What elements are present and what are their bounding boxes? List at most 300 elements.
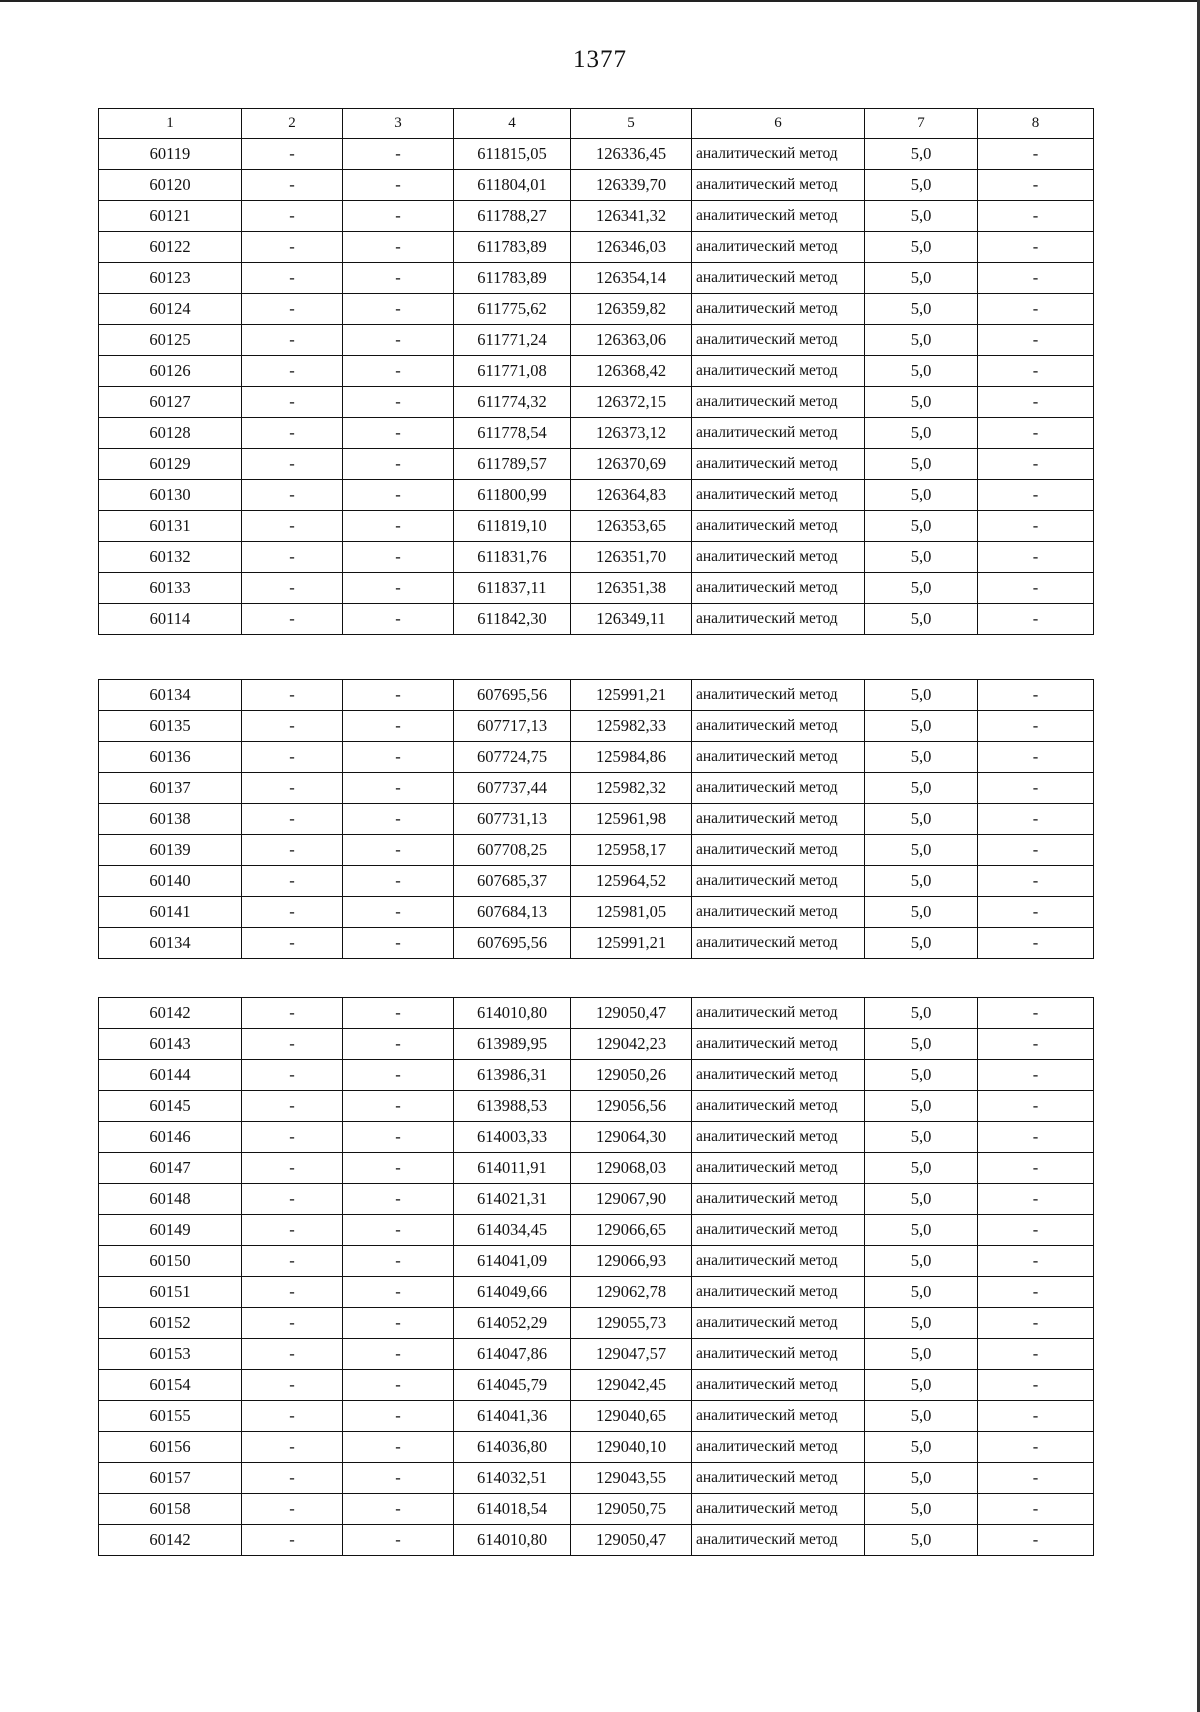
col3-cell: - <box>343 1370 454 1401</box>
col8-cell: - <box>978 387 1094 418</box>
x-coordinate-cell: 611783,89 <box>454 263 571 294</box>
col2-cell: - <box>242 897 343 928</box>
method-cell: аналитический метод <box>692 1432 865 1463</box>
point-number-cell: 60146 <box>99 1122 242 1153</box>
y-coordinate-cell: 129040,65 <box>571 1401 692 1432</box>
col8-cell: - <box>978 804 1094 835</box>
col8-cell: - <box>978 742 1094 773</box>
col3-cell: - <box>343 1339 454 1370</box>
table-row <box>99 1122 1094 1153</box>
col3-cell: - <box>343 897 454 928</box>
table-row <box>99 897 1094 928</box>
x-coordinate-cell: 607737,44 <box>454 773 571 804</box>
col3-cell: - <box>343 835 454 866</box>
col3-cell: - <box>343 1401 454 1432</box>
col3-cell: - <box>343 542 454 573</box>
col3-cell: - <box>343 1091 454 1122</box>
x-coordinate-cell: 614041,36 <box>454 1401 571 1432</box>
point-number-cell: 60139 <box>99 835 242 866</box>
col3-cell: - <box>343 1525 454 1556</box>
accuracy-cell: 5,0 <box>865 897 978 928</box>
y-coordinate-cell: 125964,52 <box>571 866 692 897</box>
method-cell: аналитический метод <box>692 1494 865 1525</box>
method-cell: аналитический метод <box>692 1401 865 1432</box>
accuracy-cell: 5,0 <box>865 680 978 711</box>
col2-cell: - <box>242 294 343 325</box>
col8-cell: - <box>978 1308 1094 1339</box>
table-row <box>99 680 1094 711</box>
col3-cell: - <box>343 418 454 449</box>
x-coordinate-cell: 611804,01 <box>454 170 571 201</box>
method-cell: аналитический метод <box>692 387 865 418</box>
y-coordinate-cell: 126354,14 <box>571 263 692 294</box>
y-coordinate-cell: 126336,45 <box>571 139 692 170</box>
col2-cell: - <box>242 1153 343 1184</box>
method-cell: аналитический метод <box>692 542 865 573</box>
col3-cell: - <box>343 294 454 325</box>
method-cell: аналитический метод <box>692 418 865 449</box>
col2-cell: - <box>242 1277 343 1308</box>
x-coordinate-cell: 614010,80 <box>454 1525 571 1556</box>
col2-cell: - <box>242 387 343 418</box>
accuracy-cell: 5,0 <box>865 773 978 804</box>
method-cell: аналитический метод <box>692 1091 865 1122</box>
table-row <box>99 773 1094 804</box>
point-number-cell: 60138 <box>99 804 242 835</box>
point-number-cell: 60147 <box>99 1153 242 1184</box>
method-cell: аналитический метод <box>692 1463 865 1494</box>
column-header: 2 <box>242 109 343 139</box>
col8-cell: - <box>978 1494 1094 1525</box>
col3-cell: - <box>343 1153 454 1184</box>
point-number-cell: 60151 <box>99 1277 242 1308</box>
col3-cell: - <box>343 1184 454 1215</box>
accuracy-cell: 5,0 <box>865 1525 978 1556</box>
x-coordinate-cell: 611788,27 <box>454 201 571 232</box>
x-coordinate-cell: 613988,53 <box>454 1091 571 1122</box>
y-coordinate-cell: 129042,45 <box>571 1370 692 1401</box>
col3-cell: - <box>343 356 454 387</box>
col8-cell: - <box>978 1277 1094 1308</box>
col8-cell: - <box>978 356 1094 387</box>
y-coordinate-cell: 129050,75 <box>571 1494 692 1525</box>
method-cell: аналитический метод <box>692 835 865 866</box>
point-number-cell: 60152 <box>99 1308 242 1339</box>
column-header: 8 <box>978 109 1094 139</box>
col3-cell: - <box>343 742 454 773</box>
col8-cell: - <box>978 325 1094 356</box>
col3-cell: - <box>343 711 454 742</box>
accuracy-cell: 5,0 <box>865 387 978 418</box>
accuracy-cell: 5,0 <box>865 294 978 325</box>
col2-cell: - <box>242 1246 343 1277</box>
col3-cell: - <box>343 604 454 635</box>
point-number-cell: 60123 <box>99 263 242 294</box>
accuracy-cell: 5,0 <box>865 1339 978 1370</box>
col2-cell: - <box>242 1215 343 1246</box>
point-number-cell: 60153 <box>99 1339 242 1370</box>
point-number-cell: 60143 <box>99 1029 242 1060</box>
table-row <box>99 325 1094 356</box>
table-row <box>99 542 1094 573</box>
table-row <box>99 1525 1094 1556</box>
method-cell: аналитический метод <box>692 170 865 201</box>
accuracy-cell: 5,0 <box>865 170 978 201</box>
accuracy-cell: 5,0 <box>865 1401 978 1432</box>
table-row <box>99 1401 1094 1432</box>
col8-cell: - <box>978 1432 1094 1463</box>
x-coordinate-cell: 614047,86 <box>454 1339 571 1370</box>
method-cell: аналитический метод <box>692 325 865 356</box>
col3-cell: - <box>343 928 454 959</box>
method-cell: аналитический метод <box>692 1215 865 1246</box>
col3-cell: - <box>343 680 454 711</box>
point-number-cell: 60148 <box>99 1184 242 1215</box>
point-number-cell: 60119 <box>99 139 242 170</box>
y-coordinate-cell: 126351,38 <box>571 573 692 604</box>
point-number-cell: 60114 <box>99 604 242 635</box>
accuracy-cell: 5,0 <box>865 835 978 866</box>
y-coordinate-cell: 126364,83 <box>571 480 692 511</box>
method-cell: аналитический метод <box>692 263 865 294</box>
point-number-cell: 60120 <box>99 170 242 201</box>
accuracy-cell: 5,0 <box>865 1370 978 1401</box>
y-coordinate-cell: 129064,30 <box>571 1122 692 1153</box>
x-coordinate-cell: 611783,89 <box>454 232 571 263</box>
column-header: 6 <box>692 109 865 139</box>
y-coordinate-cell: 125981,05 <box>571 897 692 928</box>
method-cell: аналитический метод <box>692 804 865 835</box>
y-coordinate-cell: 129056,56 <box>571 1091 692 1122</box>
y-coordinate-cell: 129043,55 <box>571 1463 692 1494</box>
x-coordinate-cell: 611815,05 <box>454 139 571 170</box>
col2-cell: - <box>242 835 343 866</box>
table-row <box>99 998 1094 1029</box>
y-coordinate-cell: 126359,82 <box>571 294 692 325</box>
method-cell: аналитический метод <box>692 680 865 711</box>
table-row <box>99 170 1094 201</box>
x-coordinate-cell: 614034,45 <box>454 1215 571 1246</box>
x-coordinate-cell: 607724,75 <box>454 742 571 773</box>
x-coordinate-cell: 611775,62 <box>454 294 571 325</box>
col2-cell: - <box>242 998 343 1029</box>
x-coordinate-cell: 614018,54 <box>454 1494 571 1525</box>
col2-cell: - <box>242 680 343 711</box>
y-coordinate-cell: 126370,69 <box>571 449 692 480</box>
col8-cell: - <box>978 139 1094 170</box>
accuracy-cell: 5,0 <box>865 1277 978 1308</box>
point-number-cell: 60124 <box>99 294 242 325</box>
col3-cell: - <box>343 170 454 201</box>
method-cell: аналитический метод <box>692 866 865 897</box>
point-number-cell: 60150 <box>99 1246 242 1277</box>
col2-cell: - <box>242 1525 343 1556</box>
y-coordinate-cell: 129040,10 <box>571 1432 692 1463</box>
table-row <box>99 804 1094 835</box>
table-row <box>99 573 1094 604</box>
col8-cell: - <box>978 928 1094 959</box>
accuracy-cell: 5,0 <box>865 804 978 835</box>
coordinates-table-1 <box>98 108 1094 635</box>
method-cell: аналитический метод <box>692 573 865 604</box>
col2-cell: - <box>242 325 343 356</box>
accuracy-cell: 5,0 <box>865 449 978 480</box>
method-cell: аналитический метод <box>692 1060 865 1091</box>
accuracy-cell: 5,0 <box>865 604 978 635</box>
method-cell: аналитический метод <box>692 1029 865 1060</box>
column-header: 1 <box>99 109 242 139</box>
method-cell: аналитический метод <box>692 1184 865 1215</box>
x-coordinate-cell: 613986,31 <box>454 1060 571 1091</box>
col8-cell: - <box>978 449 1094 480</box>
table-row <box>99 356 1094 387</box>
table-row <box>99 449 1094 480</box>
x-coordinate-cell: 614011,91 <box>454 1153 571 1184</box>
col2-cell: - <box>242 604 343 635</box>
x-coordinate-cell: 614032,51 <box>454 1463 571 1494</box>
x-coordinate-cell: 614049,66 <box>454 1277 571 1308</box>
y-coordinate-cell: 125958,17 <box>571 835 692 866</box>
method-cell: аналитический метод <box>692 201 865 232</box>
accuracy-cell: 5,0 <box>865 928 978 959</box>
y-coordinate-cell: 129067,90 <box>571 1184 692 1215</box>
col8-cell: - <box>978 897 1094 928</box>
col2-cell: - <box>242 573 343 604</box>
col2-cell: - <box>242 711 343 742</box>
table-row <box>99 387 1094 418</box>
y-coordinate-cell: 126351,70 <box>571 542 692 573</box>
col3-cell: - <box>343 1277 454 1308</box>
accuracy-cell: 5,0 <box>865 480 978 511</box>
col2-cell: - <box>242 928 343 959</box>
col8-cell: - <box>978 511 1094 542</box>
method-cell: аналитический метод <box>692 1308 865 1339</box>
table-row <box>99 928 1094 959</box>
point-number-cell: 60142 <box>99 998 242 1029</box>
y-coordinate-cell: 125982,33 <box>571 711 692 742</box>
col8-cell: - <box>978 542 1094 573</box>
x-coordinate-cell: 614010,80 <box>454 998 571 1029</box>
col8-cell: - <box>978 573 1094 604</box>
y-coordinate-cell: 126368,42 <box>571 356 692 387</box>
point-number-cell: 60154 <box>99 1370 242 1401</box>
point-number-cell: 60142 <box>99 1525 242 1556</box>
point-number-cell: 60157 <box>99 1463 242 1494</box>
point-number-cell: 60130 <box>99 480 242 511</box>
col8-cell: - <box>978 866 1094 897</box>
point-number-cell: 60144 <box>99 1060 242 1091</box>
x-coordinate-cell: 611800,99 <box>454 480 571 511</box>
accuracy-cell: 5,0 <box>865 1246 978 1277</box>
col2-cell: - <box>242 1091 343 1122</box>
accuracy-cell: 5,0 <box>865 573 978 604</box>
accuracy-cell: 5,0 <box>865 511 978 542</box>
accuracy-cell: 5,0 <box>865 711 978 742</box>
col8-cell: - <box>978 232 1094 263</box>
table-row <box>99 742 1094 773</box>
table-row <box>99 1091 1094 1122</box>
col2-cell: - <box>242 232 343 263</box>
method-cell: аналитический метод <box>692 1277 865 1308</box>
table-row <box>99 1153 1094 1184</box>
col2-cell: - <box>242 1401 343 1432</box>
col3-cell: - <box>343 1215 454 1246</box>
table-row <box>99 1370 1094 1401</box>
method-cell: аналитический метод <box>692 773 865 804</box>
col2-cell: - <box>242 1432 343 1463</box>
x-coordinate-cell: 607731,13 <box>454 804 571 835</box>
col3-cell: - <box>343 232 454 263</box>
point-number-cell: 60134 <box>99 680 242 711</box>
col3-cell: - <box>343 773 454 804</box>
method-cell: аналитический метод <box>692 511 865 542</box>
col2-cell: - <box>242 1029 343 1060</box>
point-number-cell: 60125 <box>99 325 242 356</box>
col8-cell: - <box>978 294 1094 325</box>
table-row <box>99 1215 1094 1246</box>
accuracy-cell: 5,0 <box>865 263 978 294</box>
method-cell: аналитический метод <box>692 1246 865 1277</box>
col2-cell: - <box>242 1463 343 1494</box>
table-row <box>99 201 1094 232</box>
table-row <box>99 232 1094 263</box>
accuracy-cell: 5,0 <box>865 1308 978 1339</box>
col2-cell: - <box>242 1184 343 1215</box>
column-header: 5 <box>571 109 692 139</box>
table-header-row <box>99 109 1094 139</box>
method-cell: аналитический метод <box>692 998 865 1029</box>
x-coordinate-cell: 614003,33 <box>454 1122 571 1153</box>
y-coordinate-cell: 125991,21 <box>571 680 692 711</box>
accuracy-cell: 5,0 <box>865 1153 978 1184</box>
col2-cell: - <box>242 201 343 232</box>
x-coordinate-cell: 607717,13 <box>454 711 571 742</box>
col8-cell: - <box>978 418 1094 449</box>
point-number-cell: 60158 <box>99 1494 242 1525</box>
x-coordinate-cell: 607695,56 <box>454 928 571 959</box>
x-coordinate-cell: 607684,13 <box>454 897 571 928</box>
point-number-cell: 60128 <box>99 418 242 449</box>
col2-cell: - <box>242 480 343 511</box>
y-coordinate-cell: 126373,12 <box>571 418 692 449</box>
y-coordinate-cell: 125982,32 <box>571 773 692 804</box>
column-header: 4 <box>454 109 571 139</box>
table-row <box>99 263 1094 294</box>
point-number-cell: 60156 <box>99 1432 242 1463</box>
accuracy-cell: 5,0 <box>865 1029 978 1060</box>
method-cell: аналитический метод <box>692 711 865 742</box>
col8-cell: - <box>978 263 1094 294</box>
accuracy-cell: 5,0 <box>865 1215 978 1246</box>
table-row <box>99 1060 1094 1091</box>
table-row <box>99 835 1094 866</box>
col2-cell: - <box>242 804 343 835</box>
col3-cell: - <box>343 998 454 1029</box>
table-row <box>99 1463 1094 1494</box>
y-coordinate-cell: 126346,03 <box>571 232 692 263</box>
col3-cell: - <box>343 1029 454 1060</box>
col3-cell: - <box>343 1308 454 1339</box>
col3-cell: - <box>343 139 454 170</box>
accuracy-cell: 5,0 <box>865 1432 978 1463</box>
col8-cell: - <box>978 1060 1094 1091</box>
accuracy-cell: 5,0 <box>865 1494 978 1525</box>
method-cell: аналитический метод <box>692 1122 865 1153</box>
col2-cell: - <box>242 1370 343 1401</box>
method-cell: аналитический метод <box>692 449 865 480</box>
col8-cell: - <box>978 835 1094 866</box>
col8-cell: - <box>978 604 1094 635</box>
accuracy-cell: 5,0 <box>865 1184 978 1215</box>
col8-cell: - <box>978 1401 1094 1432</box>
table-row <box>99 139 1094 170</box>
col8-cell: - <box>978 1246 1094 1277</box>
col2-cell: - <box>242 773 343 804</box>
col8-cell: - <box>978 1029 1094 1060</box>
y-coordinate-cell: 125961,98 <box>571 804 692 835</box>
col2-cell: - <box>242 170 343 201</box>
x-coordinate-cell: 607685,37 <box>454 866 571 897</box>
y-coordinate-cell: 129055,73 <box>571 1308 692 1339</box>
accuracy-cell: 5,0 <box>865 1463 978 1494</box>
accuracy-cell: 5,0 <box>865 201 978 232</box>
table-row <box>99 1308 1094 1339</box>
column-header: 7 <box>865 109 978 139</box>
x-coordinate-cell: 611771,24 <box>454 325 571 356</box>
y-coordinate-cell: 129050,47 <box>571 998 692 1029</box>
col2-cell: - <box>242 866 343 897</box>
col3-cell: - <box>343 1463 454 1494</box>
x-coordinate-cell: 611771,08 <box>454 356 571 387</box>
method-cell: аналитический метод <box>692 1525 865 1556</box>
x-coordinate-cell: 611837,11 <box>454 573 571 604</box>
method-cell: аналитический метод <box>692 928 865 959</box>
y-coordinate-cell: 125984,86 <box>571 742 692 773</box>
col8-cell: - <box>978 773 1094 804</box>
y-coordinate-cell: 129042,23 <box>571 1029 692 1060</box>
col3-cell: - <box>343 263 454 294</box>
col3-cell: - <box>343 449 454 480</box>
col8-cell: - <box>978 680 1094 711</box>
col8-cell: - <box>978 998 1094 1029</box>
col2-cell: - <box>242 1308 343 1339</box>
col8-cell: - <box>978 1215 1094 1246</box>
accuracy-cell: 5,0 <box>865 139 978 170</box>
y-coordinate-cell: 126363,06 <box>571 325 692 356</box>
x-coordinate-cell: 614041,09 <box>454 1246 571 1277</box>
x-coordinate-cell: 607708,25 <box>454 835 571 866</box>
accuracy-cell: 5,0 <box>865 232 978 263</box>
point-number-cell: 60133 <box>99 573 242 604</box>
accuracy-cell: 5,0 <box>865 998 978 1029</box>
x-coordinate-cell: 614036,80 <box>454 1432 571 1463</box>
x-coordinate-cell: 613989,95 <box>454 1029 571 1060</box>
col8-cell: - <box>978 1091 1094 1122</box>
col3-cell: - <box>343 325 454 356</box>
col8-cell: - <box>978 711 1094 742</box>
point-number-cell: 60155 <box>99 1401 242 1432</box>
point-number-cell: 60129 <box>99 449 242 480</box>
table-row <box>99 511 1094 542</box>
col3-cell: - <box>343 573 454 604</box>
point-number-cell: 60126 <box>99 356 242 387</box>
x-coordinate-cell: 607695,56 <box>454 680 571 711</box>
table-row <box>99 418 1094 449</box>
y-coordinate-cell: 126339,70 <box>571 170 692 201</box>
col3-cell: - <box>343 1494 454 1525</box>
method-cell: аналитический метод <box>692 232 865 263</box>
point-number-cell: 60136 <box>99 742 242 773</box>
